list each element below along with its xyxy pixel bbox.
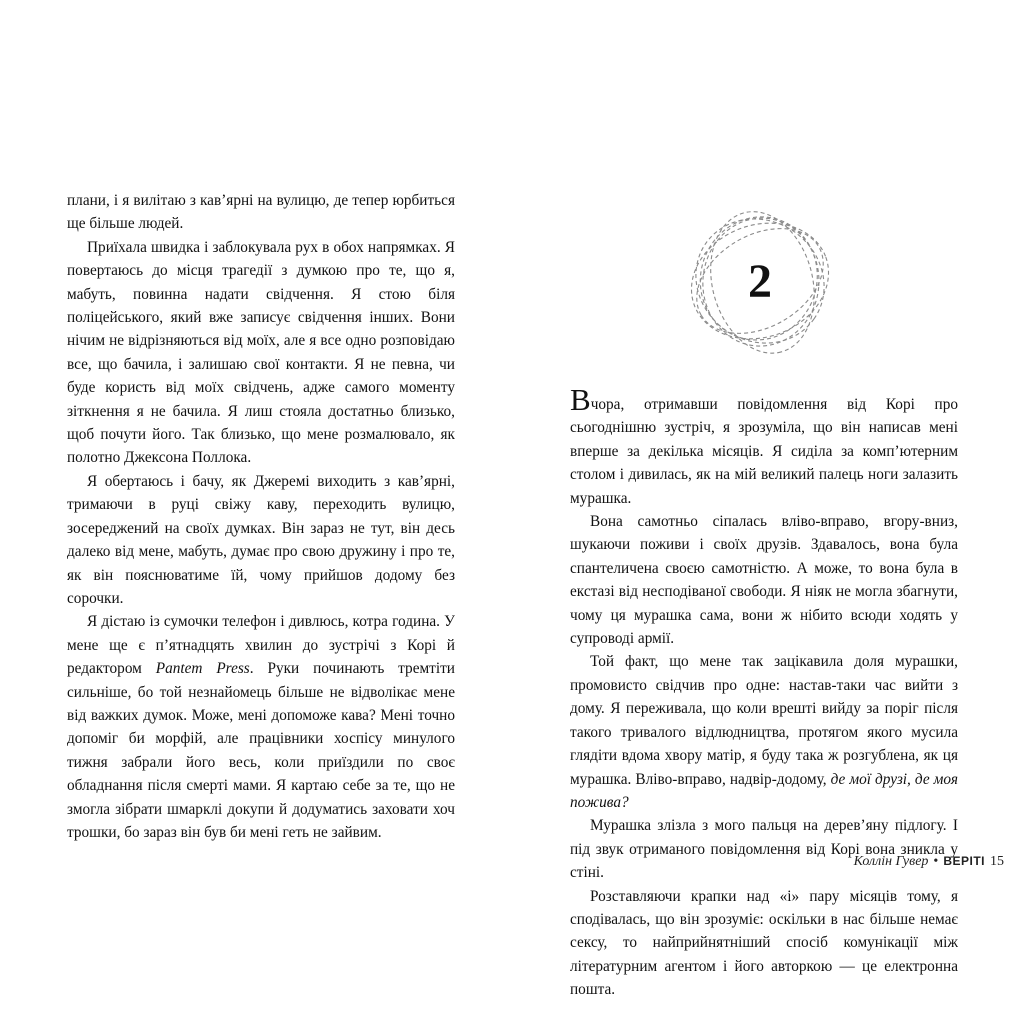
page-number: 15 <box>990 854 1004 869</box>
paragraph: Я обертаюсь і бачу, як Джеремі виходить з кав’ярні, тримаючи в руці свіжу каву, переходить вулицю, зосереджений на своїх думках. Він зараз не тут, він десь далеко від мене, мабуть, думає про свою дружину і про те, як він пояснюватиме їй, чому прийшов додому без сорочки. <box>67 472 455 607</box>
right-text-column <box>570 382 958 1002</box>
chapter-ornament <box>684 205 836 357</box>
paragraph <box>570 650 958 814</box>
footer-book-title: ВЕРІТІ <box>943 854 985 868</box>
page-footer <box>854 852 1004 871</box>
italic-publisher: Pantem Press <box>155 660 250 678</box>
paragraph-text: Той факт, що мене так зацікавила доля мурашки, промовисто свідчив про одне: настав-таки час вийти з дому. Я переживала, що коли врешті вийду за поріг після такого тривалого відлюдництва, протягом якого мусила глядіти вдома хвору матір, я буду така ж розгублена, як ця мурашка. Вліво-вправо, надвір-додому, <box>570 653 958 788</box>
footer-author: Коллін Гувер <box>853 854 929 869</box>
paragraph: Приїхала швидка і заблокувала рух в обох напрямках. Я повертаюсь до місця трагедії з думкою про те, що я, мабуть, повинна надати свідчення. Я стою біля поліцейського, який вже записує свідчення інших. Вони нічим не відрізняються від моїх, але я все одно розповідаю все, що бачила, і залишаю свої контакти. Я не певна, чи буде користь від моїх свідчень, адже самого моменту зіткнення я не бачила. Я лиш стояла достатньо близько, щоб почути його. Так близько, що мене розмалювало, як полотно Джексона Поллока. <box>67 238 455 467</box>
paragraph: Мурашка злізла з мого пальця на дерев’яну підлогу. І під звук отриманого повідомлення від Корі вона зникла у стіні. <box>570 817 958 882</box>
paragraph: плани, і я вилітаю з кав’ярні на вулицю, де тепер юрбиться ще більше людей. <box>67 192 455 233</box>
paragraph-text: Я дістаю із сумочки телефон і дивлюсь, котра година. У мене ще є п’ятнадцять хвилин до зустрічі з Корі й редактором <box>67 613 455 678</box>
left-text-column <box>67 189 455 844</box>
paragraph <box>67 610 455 844</box>
paragraph-text: . Руки починають тремтіти сильніше, бо той незнайомець більше не відволікає мене від важких думок. Може, мені допоможе кава? Мені точно допоміг би морфій, але працівники хоспісу минулого тижня забрали його весь, коли приїздили по своє обладнання після смерті мами. Я картаю себе за те, що не змогла зібрати шмарклі докупи й додуматись заховати хоч трошки, бо зараз він був би мені геть не зайвим. <box>67 660 455 841</box>
paragraph: Вона самотньо сіпалась вліво-вправо, вгору-вниз, шукаючи поживи і своїх друзів. Здавалось, вона була спантеличена своєю самотністю. А може, то вона була в екстазі від несподіваної свободи. Я ніяк не могла збагнути, чому ця мурашка сама, вони ж нібито всюди ходять у супроводі армії. <box>570 513 958 648</box>
paragraph-with-dropcap: Вчора, отримавши повідомлення від Корі про сьогоднішню зустріч, я зрозуміла, що він написав мені вперше за декілька місяців. Я сиділа за комп’ютерним столом і дивилась, як на мій великий палець ноги залазить мурашка. <box>570 382 958 507</box>
footer-separator: • <box>933 854 939 869</box>
italic-quote: де мої друзі, де моя пожива? <box>570 770 958 811</box>
paragraph: Розставляючи крапки над «і» пару місяців тому, я сподівалась, що він зрозуміє: оскільки в нас більше немає сексу, то найприйнятніший спосіб комунікації між літературним агентом і його авторкою — це електронна пошта. <box>570 887 958 999</box>
chapter-number: 2 <box>748 254 772 308</box>
